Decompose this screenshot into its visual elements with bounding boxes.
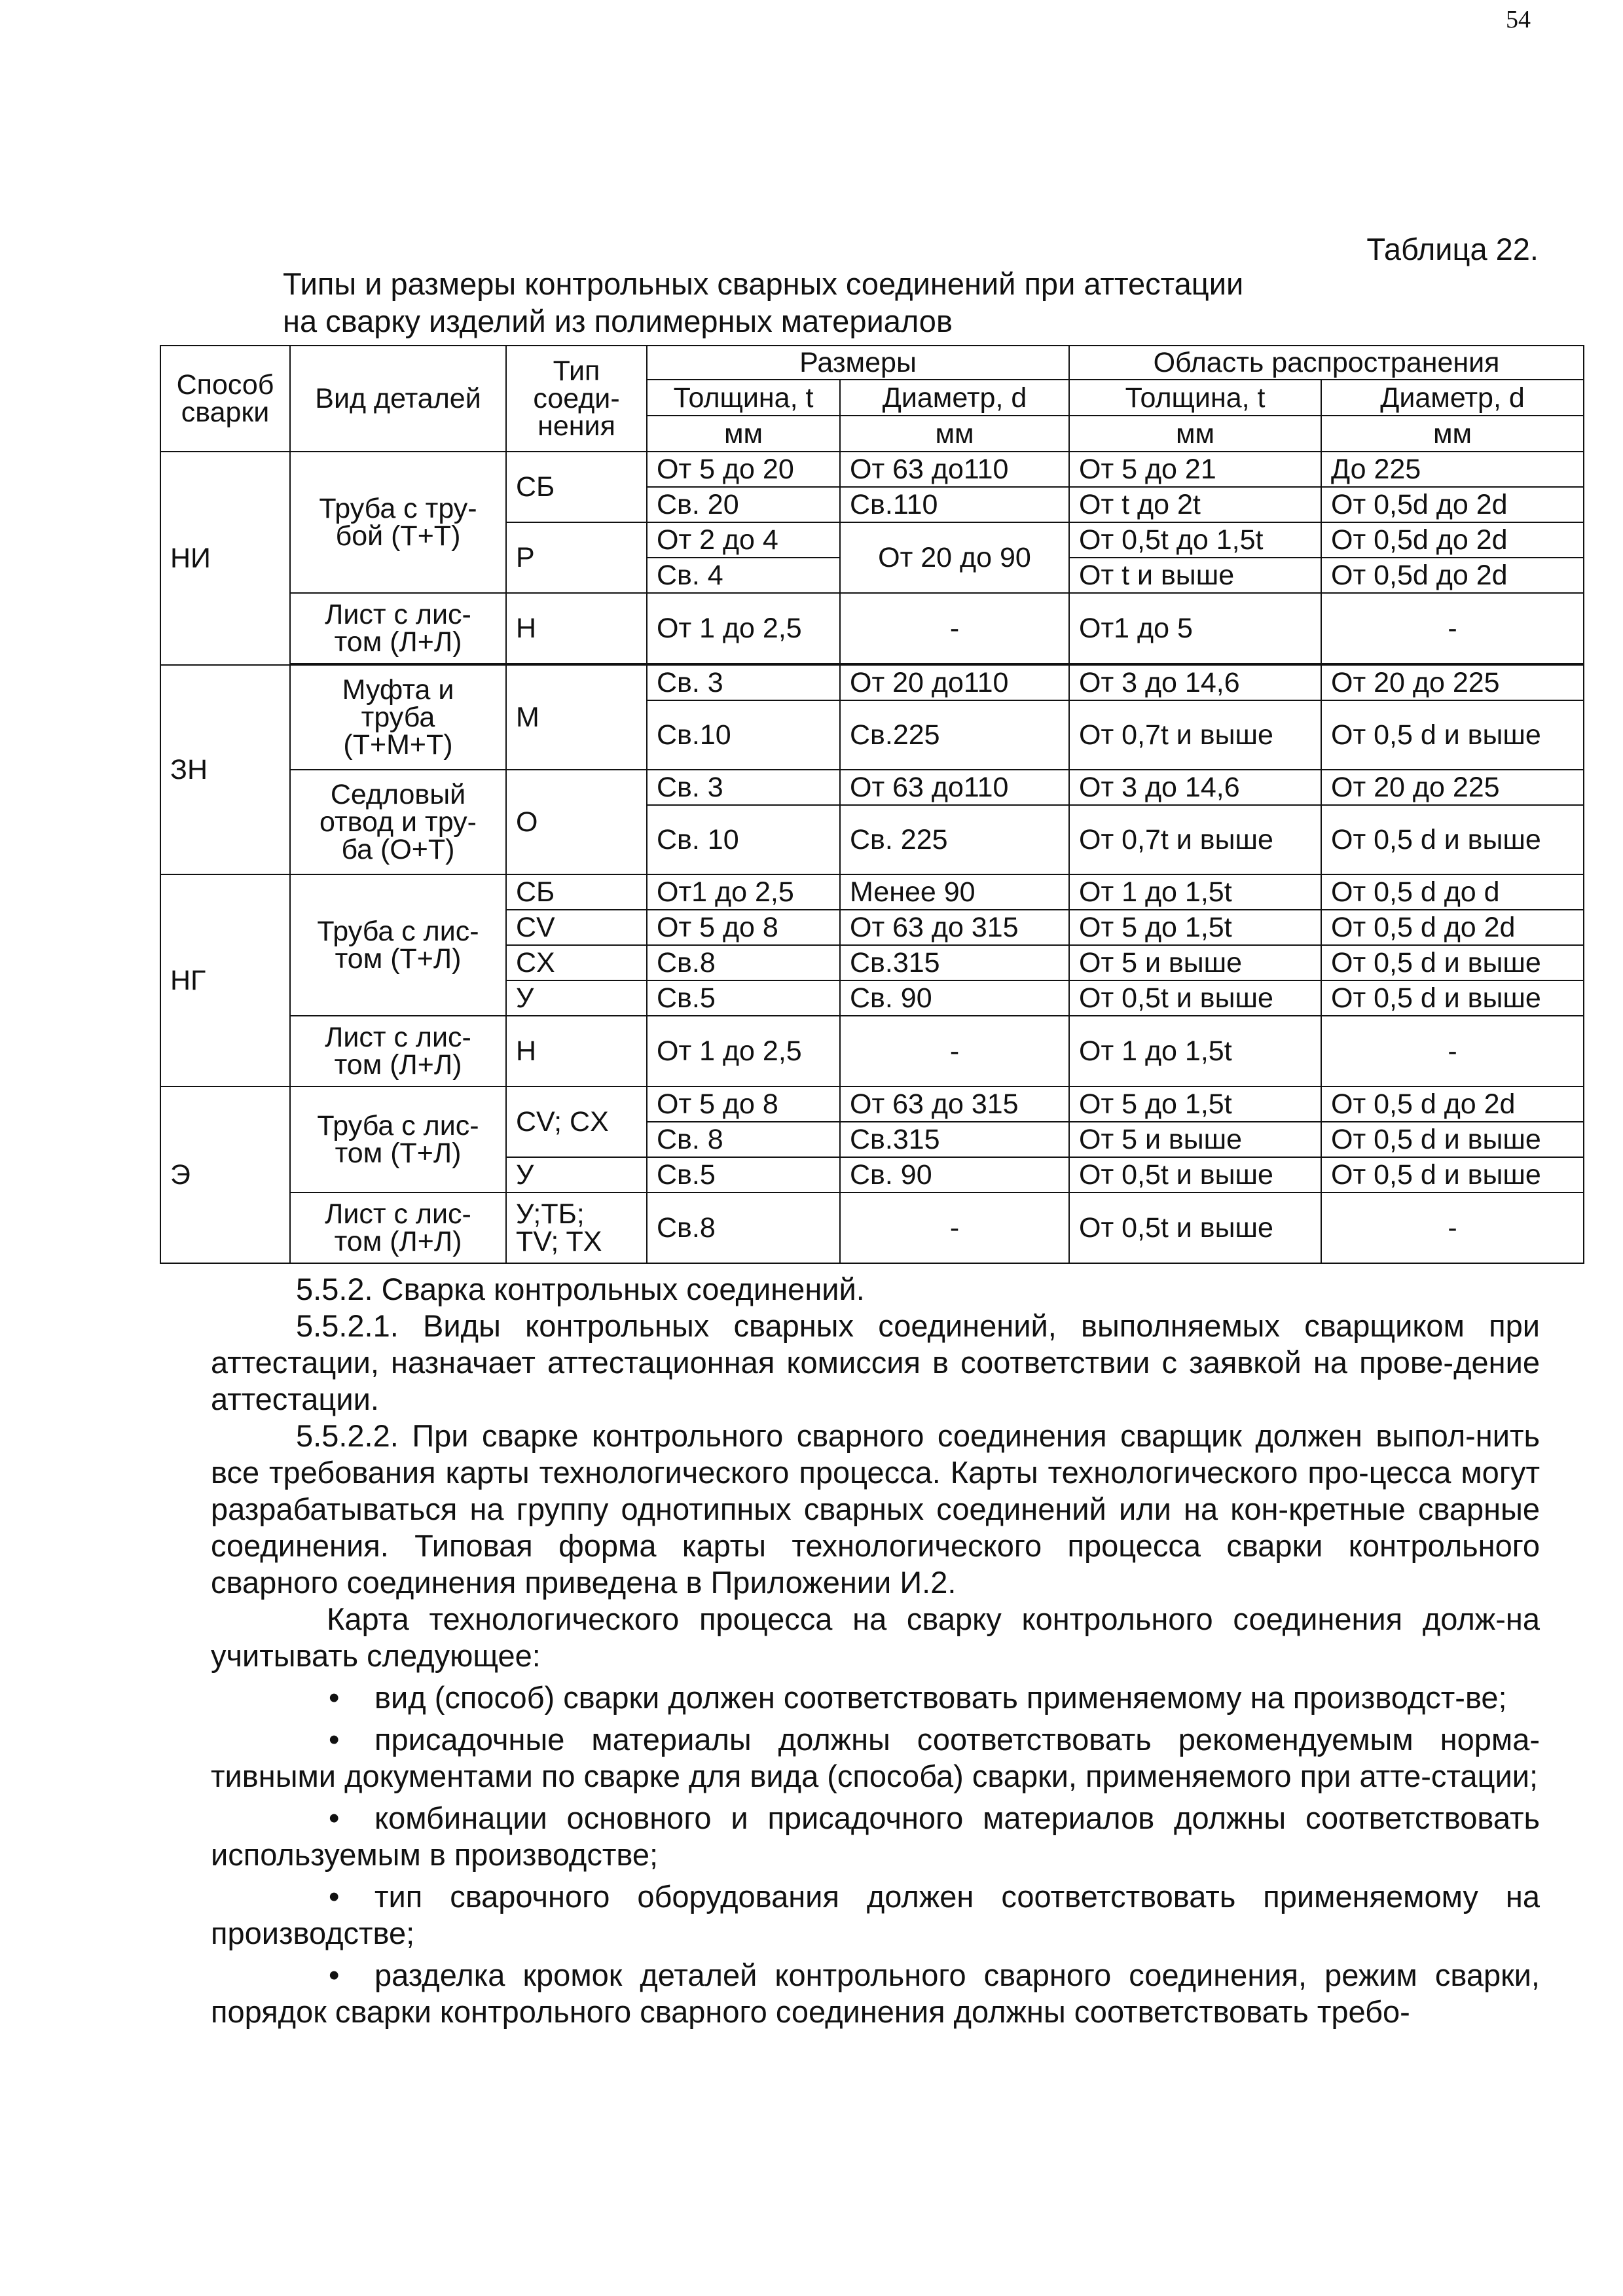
joint-cell: У;ТБ; TV; TX (506, 1193, 647, 1263)
scope-thickness-cell: От 1 до 1,5t (1069, 1016, 1321, 1086)
bullet-text: комбинации основного и присадочного материалов должны соответствовать используемым в производстве; (211, 1801, 1540, 1872)
joint-cell: CV (506, 910, 647, 945)
scope-thickness-cell: От t и выше (1069, 558, 1321, 593)
thickness-cell: От 5 до 20 (647, 452, 840, 487)
header-part-type: Вид деталей (290, 346, 506, 452)
page-number: 54 (1506, 6, 1531, 33)
scope-diameter-cell: - (1321, 1193, 1584, 1263)
thickness-cell: Св. 3 (647, 665, 840, 700)
scope-thickness-cell: От 3 до 14,6 (1069, 770, 1321, 805)
table-row (160, 665, 1584, 700)
bullet-item (211, 1957, 1540, 2030)
header-sizes: Размеры (647, 346, 1069, 380)
bullet-item (211, 1721, 1540, 1795)
thickness-cell: Св. 4 (647, 558, 840, 593)
scope-thickness-cell: От 3 до 14,6 (1069, 665, 1321, 700)
diameter-cell: Св. 225 (840, 805, 1069, 874)
joint-cell: Р (506, 522, 647, 593)
method-cell: НИ (160, 452, 290, 665)
part-cell: Седловый отвод и тру- ба (О+Т) (290, 770, 506, 874)
thickness-cell: Св.8 (647, 945, 840, 980)
diameter-cell: - (840, 1193, 1069, 1263)
diameter-cell: Св. 90 (840, 980, 1069, 1016)
bullet-item (211, 1800, 1540, 1873)
part-cell: Лист с лис- том (Л+Л) (290, 1193, 506, 1263)
header-scope: Область распространения (1069, 346, 1584, 380)
method-cell: ЗН (160, 665, 290, 874)
scope-thickness-cell: От 5 до 1,5t (1069, 1086, 1321, 1122)
bullet-text: вид (способ) сварки должен соответствовать применяемому на производст-ве; (374, 1680, 1507, 1715)
joint-cell: М (506, 665, 647, 770)
table-caption (283, 265, 1383, 340)
diameter-cell: Св.110 (840, 487, 1069, 522)
scope-diameter-cell: От 0,5 d и выше (1321, 805, 1584, 874)
bullet-item (211, 1679, 1540, 1716)
header-unit: мм (647, 416, 840, 452)
scope-diameter-cell: От 0,5 d до d (1321, 874, 1584, 910)
header-unit: мм (840, 416, 1069, 452)
joint-cell: СБ (506, 452, 647, 522)
thickness-cell: От 5 до 8 (647, 1086, 840, 1122)
scope-diameter-cell: От 20 до 225 (1321, 770, 1584, 805)
thickness-cell: Св.5 (647, 1157, 840, 1193)
method-cell: Э (160, 1086, 290, 1263)
scope-diameter-cell: От 0,5 d и выше (1321, 1122, 1584, 1157)
paragraph-5-5-2-1: 5.5.2.1. Виды контрольных сварных соединений, выполняемых сварщиком при аттестации, назначает аттестационная комиссия в соответствии с заявкой на прове-дение аттестации. (211, 1308, 1540, 1416)
joint-cell: Н (506, 593, 647, 664)
table-row (160, 1193, 1584, 1263)
part-cell: Лист с лис- том (Л+Л) (290, 1016, 506, 1086)
scope-diameter-cell: От 0,5 d и выше (1321, 945, 1584, 980)
scope-thickness-cell: От 5 до 1,5t (1069, 910, 1321, 945)
table-row (160, 1016, 1584, 1086)
thickness-cell: Св.10 (647, 700, 840, 770)
diameter-cell: От 63 до 315 (840, 1086, 1069, 1122)
header-method: Способ сварки (160, 346, 290, 452)
diameter-cell: От 63 до 315 (840, 910, 1069, 945)
bullet-icon: • (329, 1722, 340, 1757)
joint-cell: Н (506, 1016, 647, 1086)
scope-thickness-cell: От 1 до 1,5t (1069, 874, 1321, 910)
header-scope-thickness: Толщина, t (1069, 380, 1321, 416)
scope-thickness-cell: От 0,5t и выше (1069, 1193, 1321, 1263)
scope-thickness-cell: От 5 до 21 (1069, 452, 1321, 487)
diameter-cell: Св.315 (840, 945, 1069, 980)
scope-diameter-cell: От 0,5d до 2d (1321, 522, 1584, 558)
header-scope-diameter: Диаметр, d (1321, 380, 1584, 416)
caption-line-2: на сварку изделий из полимерных материалов (283, 304, 953, 338)
part-cell: Муфта и труба (Т+М+Т) (290, 665, 506, 770)
thickness-cell: От1 до 2,5 (647, 874, 840, 910)
joint-cell: CV; CX (506, 1086, 647, 1157)
diameter-cell: От 20 до 90 (840, 522, 1069, 593)
scope-thickness-cell: От 0,7t и выше (1069, 805, 1321, 874)
paragraph-5-5-2-2: 5.5.2.2. При сварке контрольного сварного соединения сварщик должен выпол-нить все требования карты технологического процесса. Карты технологического про-цесса могут разрабатываться на группу однотипных сварных соединений или на кон-кретные сварные соединения. Типовая форма карты технологического процесса сварки контрольного сварного соединения приведена в Приложении И.2. (211, 1418, 1540, 1600)
joint-cell: О (506, 770, 647, 874)
caption-line-1: Типы и размеры контрольных сварных соединений при аттестации (283, 266, 1244, 301)
table-row (160, 593, 1584, 664)
bullet-item (211, 1878, 1540, 1952)
method-cell: НГ (160, 874, 290, 1086)
bullet-icon: • (329, 1801, 340, 1835)
joint-cell: У (506, 980, 647, 1016)
diameter-cell: От 20 до110 (840, 665, 1069, 700)
scope-thickness-cell: От 5 и выше (1069, 1122, 1321, 1157)
welding-table (160, 345, 1584, 1264)
scope-thickness-cell: От 5 и выше (1069, 945, 1321, 980)
thickness-cell: От 1 до 2,5 (647, 1016, 840, 1086)
scope-diameter-cell: От 0,5 d и выше (1321, 700, 1584, 770)
scope-diameter-cell: - (1321, 593, 1584, 664)
table-header-row-1 (160, 346, 1584, 380)
diameter-cell: От 63 до110 (840, 770, 1069, 805)
diameter-cell: - (840, 593, 1069, 664)
thickness-cell: От 5 до 8 (647, 910, 840, 945)
bullet-icon: • (329, 1680, 340, 1715)
table-row (160, 452, 1584, 487)
thickness-cell: Св. 10 (647, 805, 840, 874)
scope-thickness-cell: От 0,5t и выше (1069, 1157, 1321, 1193)
thickness-cell: Св. 8 (647, 1122, 840, 1157)
bullet-icon: • (329, 1958, 340, 1992)
header-joint-type: Тип соеди- нения (506, 346, 647, 452)
diameter-cell: Менее 90 (840, 874, 1069, 910)
part-cell: Лист с лис- том (Л+Л) (290, 593, 506, 664)
scope-thickness-cell: От 0,5t и выше (1069, 980, 1321, 1016)
scope-diameter-cell: От 0,5 d до 2d (1321, 1086, 1584, 1122)
diameter-cell: - (840, 1016, 1069, 1086)
thickness-cell: От 1 до 2,5 (647, 593, 840, 664)
bullet-icon: • (329, 1879, 340, 1914)
diameter-cell: Св. 90 (840, 1157, 1069, 1193)
scope-diameter-cell: - (1321, 1016, 1584, 1086)
scope-thickness-cell: От1 до 5 (1069, 593, 1321, 664)
scope-diameter-cell: От 20 до 225 (1321, 665, 1584, 700)
thickness-cell: Св. 3 (647, 770, 840, 805)
table-row (160, 874, 1584, 910)
scope-thickness-cell: От t до 2t (1069, 487, 1321, 522)
header-thickness: Толщина, t (647, 380, 840, 416)
part-cell: Труба с лис- том (Т+Л) (290, 874, 506, 1016)
part-cell: Труба с тру- бой (Т+Т) (290, 452, 506, 593)
header-diameter: Диаметр, d (840, 380, 1069, 416)
scope-diameter-cell: От 0,5d до 2d (1321, 487, 1584, 522)
paragraph-card-intro: Карта технологического процесса на сварку контрольного соединения долж-на учитывать следующее: (211, 1602, 1540, 1673)
thickness-cell: Св.5 (647, 980, 840, 1016)
diameter-cell: Св.225 (840, 700, 1069, 770)
joint-cell: СБ (506, 874, 647, 910)
joint-cell: У (506, 1157, 647, 1193)
scope-diameter-cell: До 225 (1321, 452, 1584, 487)
thickness-cell: Св. 20 (647, 487, 840, 522)
part-cell: Труба с лис- том (Т+Л) (290, 1086, 506, 1193)
table-number: Таблица 22. (1366, 232, 1539, 266)
thickness-cell: Св.8 (647, 1193, 840, 1263)
diameter-cell: От 63 до110 (840, 452, 1069, 487)
header-unit: мм (1069, 416, 1321, 452)
scope-diameter-cell: От 0,5 d и выше (1321, 1157, 1584, 1193)
header-unit: мм (1321, 416, 1584, 452)
scope-thickness-cell: От 0,5t до 1,5t (1069, 522, 1321, 558)
body-text (211, 1271, 1540, 2030)
scope-diameter-cell: От 0,5 d до 2d (1321, 910, 1584, 945)
bullet-text: разделка кромок деталей контрольного сварного соединения, режим сварки, порядок сварки контрольного сварного соединения должны соответствовать требо- (211, 1958, 1540, 2029)
scope-thickness-cell: От 0,7t и выше (1069, 700, 1321, 770)
table-row (160, 1086, 1584, 1122)
bullet-text: тип сварочного оборудования должен соответствовать применяемому на производстве; (211, 1879, 1540, 1950)
joint-cell: CX (506, 945, 647, 980)
scope-diameter-cell: От 0,5d до 2d (1321, 558, 1584, 593)
scope-diameter-cell: От 0,5 d и выше (1321, 980, 1584, 1016)
table-row (160, 770, 1584, 805)
section-heading: 5.5.2. Сварка контрольных соединений. (296, 1272, 865, 1306)
bullet-text: присадочные материалы должны соответствовать рекомендуемым норма-тивными документами по сварке для вида (способа) сварки, применяемого при атте-стации; (211, 1722, 1540, 1793)
diameter-cell: Св.315 (840, 1122, 1069, 1157)
thickness-cell: От 2 до 4 (647, 522, 840, 558)
